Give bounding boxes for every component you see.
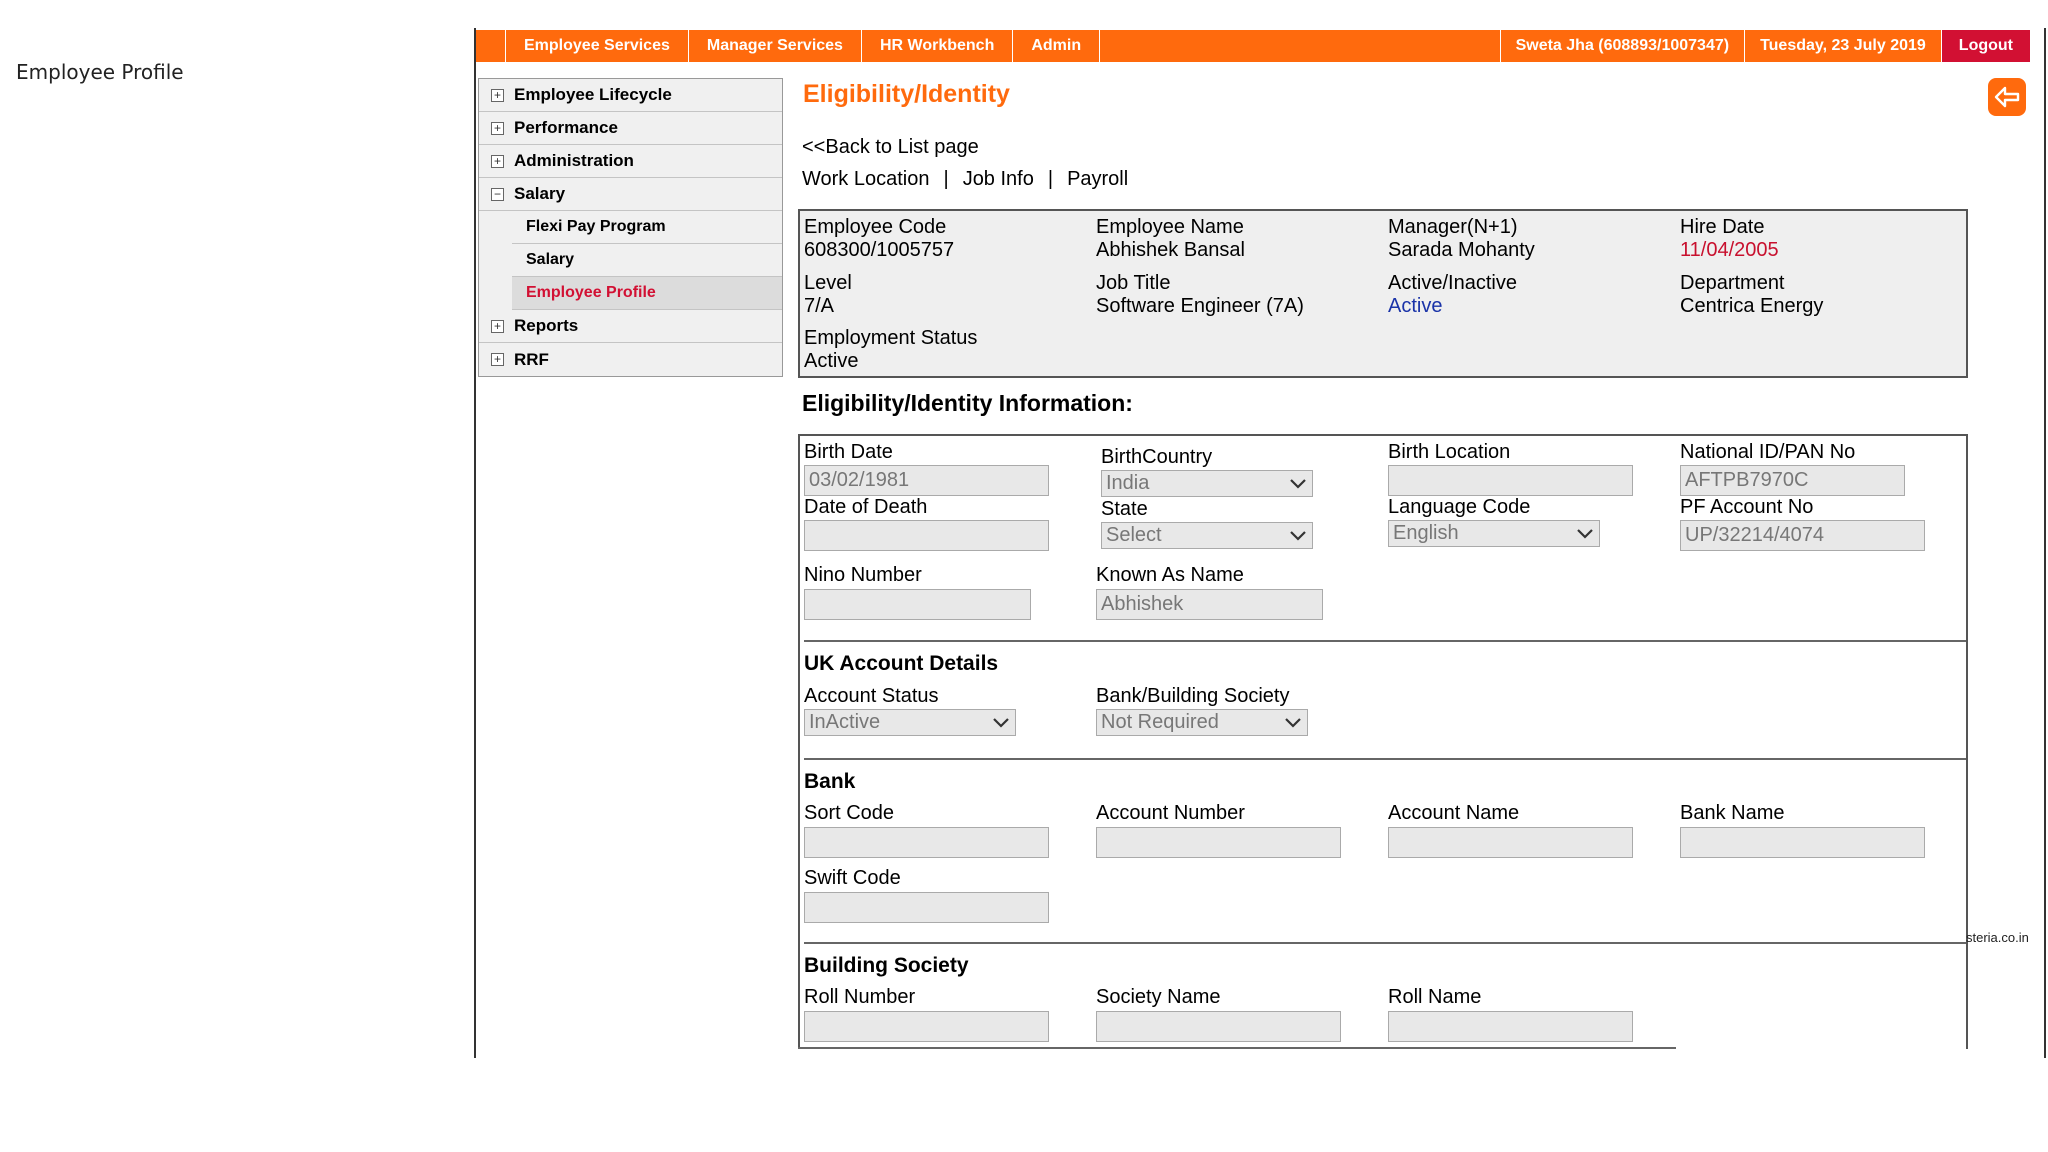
sidebar-menu (478, 78, 783, 377)
swift-code-input[interactable] (804, 892, 1049, 923)
date-of-death-label: Date of Death (804, 496, 928, 518)
sidebar-item-rrf[interactable] (479, 343, 782, 376)
birth-country-select[interactable] (1101, 470, 1313, 497)
account-status-value: InActive (809, 711, 881, 733)
known-as-name-label: Known As Name (1096, 564, 1244, 586)
manager-cell (1388, 216, 1535, 262)
plus-box-icon[interactable]: + (491, 89, 504, 102)
roll-number-input[interactable] (804, 1011, 1049, 1042)
plus-box-icon[interactable]: + (491, 155, 504, 168)
sidebar-item-label: Salary (514, 184, 566, 203)
nino-number-input[interactable] (804, 589, 1031, 620)
active-status-cell (1388, 272, 1517, 318)
section-title: Eligibility/Identity Information: (802, 390, 1133, 416)
level-cell (804, 272, 852, 318)
section-divider (804, 640, 1966, 642)
sidebar-subitem-salary[interactable]: Salary (512, 244, 782, 277)
society-name-label: Society Name (1096, 986, 1221, 1008)
sidebar-item-label: RRF (514, 349, 549, 369)
sidebar-item-label: Reports (514, 316, 579, 335)
job-title-value: Software Engineer (7A) (1096, 295, 1304, 317)
uk-account-heading: UK Account Details (804, 652, 999, 675)
sub-navigation-links (802, 168, 1128, 191)
plus-box-icon[interactable]: + (491, 320, 504, 333)
sidebar-item-employee-lifecycle[interactable] (479, 79, 782, 112)
chevron-down-icon (991, 713, 1011, 733)
employment-status-cell (804, 327, 977, 373)
language-code-value: English (1393, 522, 1459, 544)
plus-box-icon[interactable]: + (491, 122, 504, 135)
language-code-label: Language Code (1388, 496, 1531, 518)
sort-code-input[interactable] (804, 827, 1049, 858)
language-code-select[interactable] (1388, 520, 1600, 547)
back-arrow-icon[interactable] (1988, 78, 2026, 116)
employee-code-label: Employee Code (804, 216, 947, 238)
hire-date-cell (1680, 216, 1779, 262)
employee-code-value: 608300/1005757 (804, 239, 955, 261)
bank-name-input[interactable] (1680, 827, 1925, 858)
job-info-link[interactable]: Job Info (962, 168, 1034, 190)
employee-summary-panel (798, 209, 1968, 378)
birth-location-label: Birth Location (1388, 441, 1511, 463)
chevron-down-icon (1283, 713, 1303, 733)
active-status-label: Active/Inactive (1388, 272, 1517, 294)
sidebar-subitem-employee-profile[interactable]: Employee Profile (512, 277, 782, 310)
footer-domain-text: steria.co.in (1966, 930, 2029, 945)
logout-button[interactable]: Logout (1942, 30, 2030, 62)
birth-date-input[interactable] (804, 465, 1049, 496)
hire-date-label: Hire Date (1680, 216, 1765, 238)
level-label: Level (804, 272, 852, 294)
employee-code-cell (804, 216, 954, 262)
pf-account-label: PF Account No (1680, 496, 1814, 518)
birth-country-value: India (1106, 472, 1150, 494)
plus-box-icon[interactable]: + (491, 353, 504, 366)
sidebar-item-label: Performance (514, 118, 618, 137)
bank-building-value: Not Required (1101, 711, 1219, 733)
birth-country-label: BirthCountry (1101, 446, 1213, 468)
sidebar-item-reports[interactable] (479, 310, 782, 343)
swift-code-label: Swift Code (804, 867, 901, 889)
state-select[interactable] (1101, 522, 1313, 549)
back-to-list-link[interactable]: <<Back to List page (802, 136, 979, 158)
building-society-heading: Building Society (804, 954, 969, 977)
nav-manager-services[interactable]: Manager Services (689, 30, 862, 62)
job-title-label: Job Title (1096, 272, 1171, 294)
employment-status-label: Employment Status (804, 327, 978, 349)
bank-name-label: Bank Name (1680, 802, 1785, 824)
section-divider (804, 758, 1966, 760)
manager-value: Sarada Mohanty (1388, 239, 1535, 261)
department-value: Centrica Energy (1680, 295, 1824, 317)
state-label: State (1101, 498, 1148, 520)
bank-heading: Bank (804, 770, 856, 793)
frame-border-right (2044, 28, 2046, 1058)
current-date: Tuesday, 23 July 2019 (1745, 30, 1942, 62)
employment-status-value: Active (804, 350, 859, 372)
account-name-label: Account Name (1388, 802, 1520, 824)
national-id-label: National ID/PAN No (1680, 441, 1856, 463)
account-name-input[interactable] (1388, 827, 1633, 858)
employee-name-value: Abhishek Bansal (1096, 239, 1245, 261)
hire-date-value: 11/04/2005 (1680, 239, 1779, 261)
society-name-input[interactable] (1096, 1011, 1341, 1042)
known-as-name-input[interactable] (1096, 589, 1323, 620)
chevron-down-icon (1575, 524, 1595, 544)
top-navigation-bar (476, 30, 2030, 62)
sidebar-subitem-flexi-pay[interactable]: Flexi Pay Program (512, 211, 782, 244)
section-divider (804, 942, 1966, 944)
sidebar-item-salary[interactable] (479, 178, 782, 211)
chevron-down-icon (1288, 474, 1308, 494)
manager-label: Manager(N+1) (1388, 216, 1518, 238)
page-title: Eligibility/Identity (803, 80, 1010, 108)
sidebar-item-label: Administration (514, 151, 634, 170)
user-info: Sweta Jha (608893/1007347) (1501, 30, 1745, 62)
employee-name-label: Employee Name (1096, 216, 1244, 238)
nav-admin[interactable]: Admin (1013, 30, 1100, 62)
birth-location-input[interactable] (1388, 465, 1633, 496)
employee-name-cell (1096, 216, 1245, 262)
work-location-link[interactable]: Work Location (802, 168, 930, 190)
eligibility-form (798, 434, 1968, 1049)
roll-name-input[interactable] (1388, 1011, 1633, 1042)
roll-number-label: Roll Number (804, 986, 916, 1008)
national-id-input[interactable] (1680, 465, 1905, 496)
minus-box-icon[interactable]: − (491, 188, 504, 201)
account-status-select[interactable] (804, 709, 1016, 736)
birth-date-label: Birth Date (804, 441, 893, 463)
sidebar-item-performance[interactable] (479, 112, 782, 145)
nino-number-label: Nino Number (804, 564, 922, 586)
department-cell (1680, 272, 1823, 318)
link-separator: | (943, 168, 949, 190)
sidebar-item-label: Employee Lifecycle (514, 85, 672, 104)
payroll-link[interactable]: Payroll (1067, 168, 1129, 190)
account-status-label: Account Status (804, 685, 939, 707)
job-title-cell (1096, 272, 1304, 318)
sort-code-label: Sort Code (804, 802, 895, 824)
frame-border-left (474, 28, 476, 1058)
active-status-value: Active (1388, 295, 1443, 317)
chevron-down-icon (1288, 526, 1308, 546)
bank-building-label: Bank/Building Society (1096, 685, 1290, 707)
date-of-death-input[interactable] (804, 520, 1049, 551)
bank-building-select[interactable] (1096, 709, 1308, 736)
nav-hr-workbench[interactable]: HR Workbench (862, 30, 1013, 62)
nav-employee-services[interactable]: Employee Services (506, 30, 689, 62)
account-number-input[interactable] (1096, 827, 1341, 858)
link-separator: | (1047, 168, 1054, 190)
department-label: Department (1680, 272, 1785, 294)
sidebar-item-administration[interactable] (479, 145, 782, 178)
level-value: 7/A (804, 295, 835, 317)
form-bottom-border (798, 1047, 1676, 1049)
account-number-label: Account Number (1096, 802, 1245, 824)
roll-name-label: Roll Name (1388, 986, 1482, 1008)
state-value: Select (1106, 524, 1162, 546)
pf-account-input[interactable] (1680, 520, 1925, 551)
slide-caption: Employee Profile (16, 60, 184, 84)
